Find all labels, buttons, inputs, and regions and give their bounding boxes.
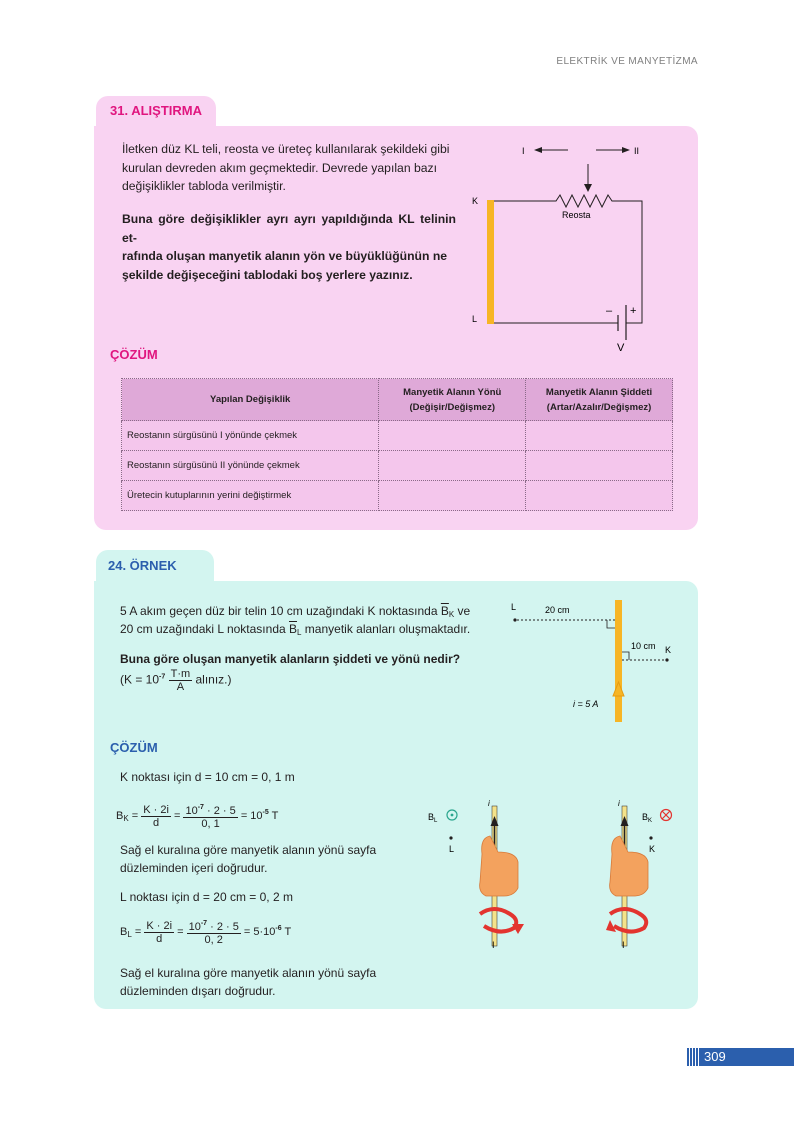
- eq-result-unit: T: [268, 809, 279, 822]
- BL-subscript: L: [434, 818, 438, 824]
- current-wire: [615, 600, 622, 722]
- constant-note: [120, 668, 232, 693]
- table-row: [122, 451, 673, 481]
- direction-I-label: I: [522, 146, 525, 156]
- eq-exponent: -7: [200, 920, 208, 927]
- table-row: [122, 481, 673, 511]
- eq-numerator: K · 2i: [143, 803, 169, 816]
- header-magnitude-title: Manyetik Alanın Şiddeti: [545, 386, 653, 398]
- current-label: i = 5 A: [573, 699, 599, 709]
- right-hand-rule-figure: [420, 796, 690, 952]
- answer-cell-magnitude[interactable]: [526, 481, 673, 511]
- vector-subscript: L: [297, 628, 302, 637]
- eq-numerator: [183, 802, 237, 818]
- page-number: 309: [704, 1049, 726, 1064]
- constant-text: alınız.): [192, 672, 232, 687]
- page-number-stripes: [686, 1048, 700, 1066]
- exercise-label: 31. ALIŞTIRMA: [110, 103, 202, 118]
- question-line: rafında oluşan manyetik alanın yön ve büyüklüğünün ne: [122, 249, 448, 263]
- point-L: [449, 836, 452, 839]
- eq-denominator: d: [156, 932, 163, 945]
- eq-numerator: K · 2i: [146, 919, 173, 932]
- l-direction: [120, 964, 396, 1000]
- current-I-label: I: [492, 940, 495, 950]
- intro-line: değişiklikler tabloda verilmiştir.: [122, 179, 286, 193]
- k-direction-line: düzleminden içeri doğrudur.: [120, 861, 268, 875]
- intro-line: İletken düz KL teli, reosta ve üreteç kullanılarak şekildeki gibi: [122, 142, 450, 156]
- bl-equation: $B_L$ = $\frac{K \cdot 2i}{d}$ = $\frac{10^{-7} \cdot 2 \cdot 5}{0, 2}$ = $5\cdot 10^{-6}$ T: [120, 919, 292, 946]
- answer-cell-magnitude[interactable]: [526, 421, 673, 451]
- constant-text: (K = 10: [120, 672, 160, 687]
- eq-fraction: [141, 804, 171, 829]
- point-K-label: K: [472, 196, 479, 206]
- header-change: Yapılan Değişiklik: [122, 379, 379, 421]
- intro-line: kurulan devreden akım geçmektedir. Devrede yapılan bazı: [122, 160, 438, 175]
- header-direction-title: Manyetik Alanın Yönü: [403, 386, 502, 398]
- k-point-line: K noktası için d = 10 cm = 0, 1 m: [120, 770, 295, 784]
- k-direction-line: Sağ el kuralına göre manyetik alanın yönü sayfa: [120, 843, 377, 857]
- point-L-label: L: [449, 844, 455, 854]
- eq-result-exponent: -6: [275, 924, 282, 932]
- current-arrow: [613, 682, 624, 696]
- eq-denominator: 0, 1: [201, 818, 220, 830]
- point-L: [513, 618, 516, 621]
- header-direction-options: (Değişir/Değişmez): [409, 401, 495, 413]
- l-direction-line: düzleminden dışarı doğrudur.: [120, 984, 276, 998]
- eq-exponent: -7: [197, 804, 204, 811]
- eq-subscript: L: [127, 929, 132, 939]
- distance-10-label: 10 cm: [631, 641, 656, 651]
- BK-symbol: B: [642, 812, 649, 822]
- eq-symbol: B: [116, 809, 124, 822]
- current-I-label: I: [622, 940, 625, 950]
- thumb-arrow-head: [491, 816, 499, 826]
- table-cell-change: Üretecin kutuplarının yerini değiştirmek: [122, 481, 379, 511]
- BK-subscript: K: [648, 818, 653, 824]
- point-K: [665, 658, 668, 661]
- example-statement-line2: [120, 620, 470, 642]
- vector-BK: [441, 604, 454, 618]
- current-i-label: i: [488, 799, 490, 808]
- running-header: ELEKTRİK VE MANYETİZMA: [556, 56, 698, 67]
- eq-result: = 5·10: [243, 925, 276, 938]
- answer-cell-direction[interactable]: [379, 421, 526, 451]
- arrow-right-head: [622, 147, 630, 153]
- BL-label: [428, 812, 438, 824]
- out-of-page-dot: [451, 814, 454, 817]
- example-label: 24. ÖRNEK: [108, 558, 177, 573]
- rheostat-slider-head: [584, 184, 592, 192]
- constant-unit: [169, 668, 193, 693]
- eq-number: · 2 · 5: [203, 805, 236, 817]
- table-cell-change: Reostanın sürgüsünü II yönünde çekmek: [122, 451, 379, 481]
- statement-text: ve: [454, 604, 471, 618]
- eq-number: 10: [185, 805, 198, 817]
- exercise-intro: [122, 140, 456, 196]
- curl-arrow-right: [610, 909, 646, 932]
- battery-plus: +: [630, 305, 637, 317]
- wire-KL: [487, 200, 494, 324]
- curl-arrow-left: [480, 909, 516, 932]
- distance-20-label: 20 cm: [545, 605, 570, 615]
- header-magnitude-options: (Artar/Azalır/Değişmez): [546, 401, 652, 413]
- answer-cell-direction[interactable]: [379, 451, 526, 481]
- answer-cell-magnitude[interactable]: [526, 451, 673, 481]
- point-K: [649, 836, 652, 839]
- exercise-question: [122, 210, 456, 284]
- answer-cell-direction[interactable]: [379, 481, 526, 511]
- changes-table: [121, 378, 673, 511]
- constant-exponent: -7: [159, 673, 166, 681]
- eq-numerator: [187, 918, 241, 934]
- point-L-label: L: [472, 314, 478, 324]
- eq-result-exponent: -5: [262, 808, 269, 816]
- table-row: [122, 421, 673, 451]
- page-number-badge: [686, 1048, 794, 1066]
- statement-text: 5 A akım geçen düz bir telin 10 cm uzağındaki K noktasında: [120, 604, 441, 618]
- eq-result-unit: T: [281, 925, 292, 938]
- example-question: Buna göre oluşan manyetik alanların şiddeti ve yönü nedir?: [120, 652, 461, 666]
- eq-subscript: K: [123, 813, 129, 823]
- vector-subscript: K: [448, 610, 455, 619]
- rheostat-label: Reosta: [562, 210, 591, 220]
- battery-minus: –: [606, 305, 613, 317]
- table-header-row: [122, 379, 673, 421]
- hand-right-icon: [610, 836, 648, 896]
- question-line: şekilde değişeceğini tablodaki boş yerlere yazınız.: [122, 267, 413, 282]
- point-K-label: K: [665, 645, 672, 655]
- BL-symbol: B: [428, 812, 435, 822]
- example-tab: [96, 550, 214, 582]
- wire-points-figure: [505, 596, 675, 724]
- table-cell-change: Reostanın sürgüsünü I yönünde çekmek: [122, 421, 379, 451]
- eq-result: = 10: [240, 809, 263, 822]
- eq-number: · 2 · 5: [207, 921, 239, 933]
- l-point-line: L noktası için d = 20 cm = 0, 2 m: [120, 890, 293, 904]
- unit-denominator: A: [176, 681, 185, 693]
- statement-text: manyetik alanları oluşmaktadır.: [301, 622, 471, 636]
- question-line: Buna göre değişiklikler ayrı ayrı yapıldığında KL telinin et-: [122, 212, 456, 245]
- direction-II-label: II: [634, 146, 640, 156]
- eq-symbol: B: [120, 925, 128, 938]
- eq-number: 10: [188, 921, 201, 933]
- k-direction: [120, 841, 396, 877]
- eq-fraction: [187, 918, 241, 946]
- hand-left-icon: [480, 836, 518, 896]
- unit-numerator: T·m: [170, 668, 191, 680]
- right-angle-K: [622, 652, 629, 660]
- example-solution-heading: ÇÖZÜM: [110, 740, 158, 755]
- header-magnitude: [526, 379, 673, 421]
- l-direction-line: Sağ el kuralına göre manyetik alanın yönü sayfa: [120, 966, 377, 980]
- BK-label: [642, 812, 652, 824]
- point-L-label: L: [511, 602, 517, 612]
- arrow-left-head: [534, 147, 542, 153]
- statement-text: 20 cm uzağındaki L noktasında: [120, 622, 289, 636]
- header-direction: [379, 379, 526, 421]
- eq-fraction: [144, 920, 174, 945]
- right-angle-L: [607, 620, 615, 628]
- vector-BL: [289, 622, 301, 636]
- exercise-tab: [96, 96, 216, 126]
- vector-symbol: $\overline{B}$: [289, 622, 298, 636]
- vector-symbol: $\overline{B}$: [440, 604, 449, 618]
- bk-equation: $B_K$ = $\frac{K \cdot 2i}{d}$ = $\frac{10^{-7} \cdot 2 \cdot 5}{0, 1}$ = $10^{-5}$ T: [116, 803, 279, 830]
- thumb-arrow-head: [621, 816, 629, 826]
- eq-fraction: [183, 802, 237, 830]
- eq-denominator: 0, 2: [204, 934, 223, 946]
- solution-heading: ÇÖZÜM: [110, 347, 158, 362]
- battery-label: V: [617, 342, 625, 354]
- eq-denominator: d: [153, 816, 160, 829]
- circuit-diagram: [460, 140, 680, 355]
- current-i-label: i: [618, 799, 620, 808]
- point-K-label: K: [649, 844, 656, 854]
